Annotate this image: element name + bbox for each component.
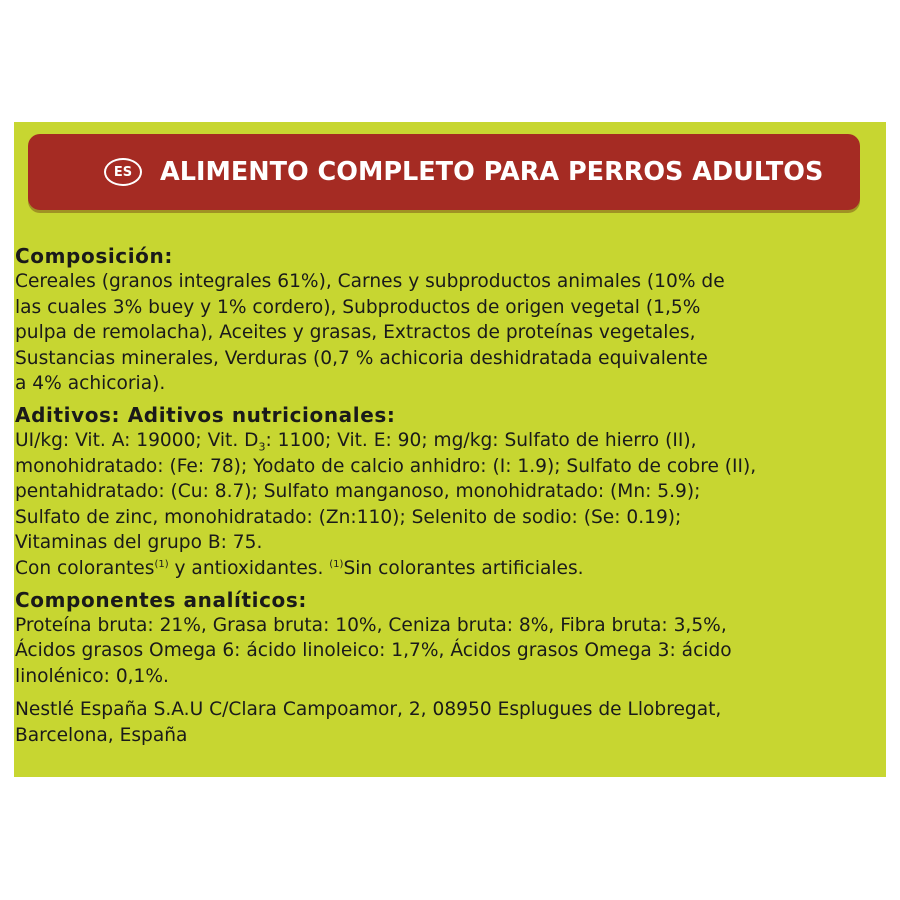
manufacturer-address bbox=[15, 697, 860, 748]
analiticos-line: Proteína bruta: 21%, Grasa bruta: 10%, Ceniza bruta: 8%, Fibra bruta: 3,5%, bbox=[15, 614, 727, 636]
composicion-line: pulpa de remolacha), Aceites y grasas, Extractos de proteínas vegetales, bbox=[15, 322, 696, 344]
colorantes-text-part: Sin colorantes artificiales. bbox=[343, 557, 584, 579]
colorantes-text-part: Con colorantes bbox=[15, 557, 155, 579]
aditivos-line: pentahidratado: (Cu: 8.7); Sulfato manganoso, monohidratado: (Mn: 5.9); bbox=[15, 481, 701, 503]
composicion-line: Sustancias minerales, Verduras (0,7 % achicoria deshidratada equivalente bbox=[15, 347, 708, 369]
footnote-marker: (1) bbox=[154, 558, 169, 570]
aditivos-heading: Aditivos: Aditivos nutricionales: bbox=[15, 402, 396, 427]
address-line: Barcelona, España bbox=[15, 724, 188, 746]
aditivos-line: Vitaminas del grupo B: 75. bbox=[15, 532, 263, 554]
footnote-marker: (1) bbox=[329, 558, 344, 570]
address-line: Nestlé España S.A.U C/Clara Campoamor, 2, 08950 Esplugues de Llobregat, bbox=[15, 699, 722, 721]
analiticos-text bbox=[15, 613, 860, 690]
analiticos-heading: Componentes analíticos: bbox=[15, 587, 308, 612]
aditivos-line bbox=[15, 428, 860, 454]
colorantes-text-part: y antioxidantes. bbox=[168, 557, 330, 579]
analiticos-line: linolénico: 0,1%. bbox=[15, 665, 169, 687]
aditivos-text-part: UI/kg: Vit. A: 19000; Vit. D bbox=[15, 429, 259, 451]
product-title: ALIMENTO COMPLETO PARA PERROS ADULTOS bbox=[160, 157, 824, 187]
composicion-line: las cuales 3% buey y 1% cordero), Subproductos de origen vegetal (1,5% bbox=[15, 296, 701, 318]
aditivos-text-part: : 1100; Vit. E: 90; mg/kg: Sulfato de hierro (II), bbox=[265, 429, 697, 451]
aditivos-text bbox=[15, 428, 860, 582]
composicion-line: a 4% achicoria). bbox=[15, 373, 166, 395]
subscript: 3 bbox=[258, 440, 266, 454]
colorantes-line bbox=[15, 556, 860, 582]
aditivos-line: Sulfato de zinc, monohidratado: (Zn:110); Selenito de sodio: (Se: 0.19); bbox=[15, 506, 682, 528]
composicion-text bbox=[15, 269, 860, 397]
aditivos-line: monohidratado: (Fe: 78); Yodato de calcio anhidro: (I: 1.9); Sulfato de cobre (II), bbox=[15, 455, 757, 477]
composicion-line: Cereales (granos integrales 61%), Carnes y subproductos animales (10% de bbox=[15, 271, 725, 292]
analiticos-line: Ácidos grasos Omega 6: ácido linoleico: 1,7%, Ácidos grasos Omega 3: ácido bbox=[15, 640, 732, 662]
label-content bbox=[15, 123, 860, 749]
language-badge: ES bbox=[104, 158, 142, 186]
composicion-heading: Composición: bbox=[15, 244, 173, 268]
